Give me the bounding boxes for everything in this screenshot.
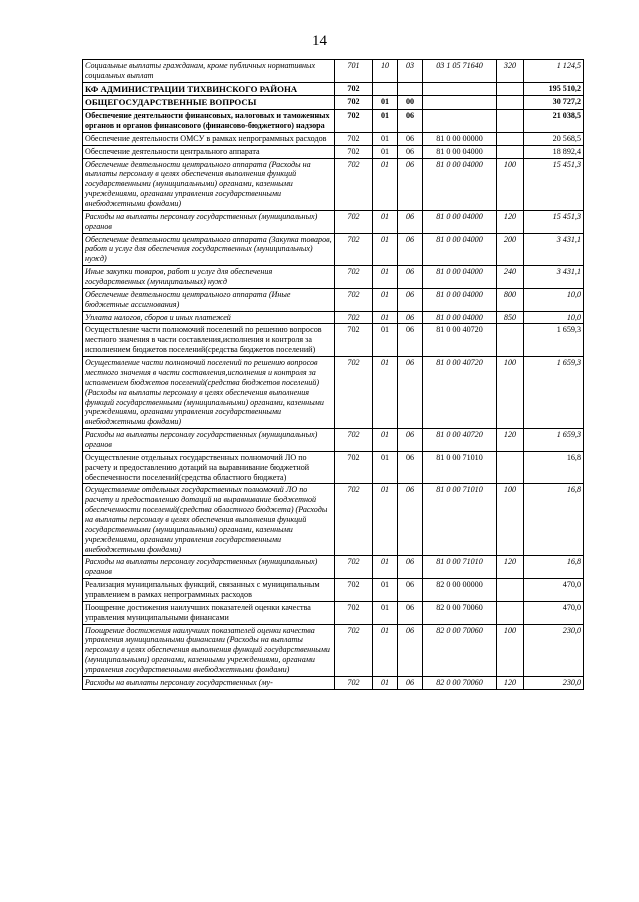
table-row [83, 158, 584, 210]
target-article-code-cell: 81 0 00 04000 [423, 288, 497, 311]
table-body [83, 60, 584, 690]
podrazdel-code-cell: 06 [398, 288, 423, 311]
table-row [83, 429, 584, 452]
expense-type-code-cell [497, 132, 524, 145]
vedomstvo-code-cell: 701 [335, 60, 373, 83]
expense-type-code-cell: 850 [497, 311, 524, 324]
vedomstvo-code-cell: 702 [335, 311, 373, 324]
amount-cell: 230,0 [524, 624, 584, 676]
row-name-cell: Расходы на выплаты персоналу государственных (муниципальных) органов [83, 429, 335, 452]
amount-cell: 10,0 [524, 311, 584, 324]
target-article-code-cell: 81 0 00 71010 [423, 556, 497, 579]
row-name-cell: Обеспечение деятельности центрального аппарата (Закупка товаров, работ и услуг для обеспечения государственных (муниципальных) нужд) [83, 233, 335, 266]
razdel-code-cell: 01 [373, 324, 398, 357]
razdel-code-cell: 01 [373, 110, 398, 133]
vedomstvo-code-cell: 702 [335, 556, 373, 579]
table-row [83, 132, 584, 145]
target-article-code-cell: 81 0 00 04000 [423, 311, 497, 324]
expense-type-code-cell: 240 [497, 266, 524, 289]
expense-type-code-cell: 100 [497, 158, 524, 210]
target-article-code-cell [423, 82, 497, 96]
podrazdel-code-cell: 06 [398, 266, 423, 289]
target-article-code-cell: 81 0 00 04000 [423, 145, 497, 158]
amount-cell: 16,8 [524, 484, 584, 556]
razdel-code-cell: 01 [373, 579, 398, 602]
vedomstvo-code-cell: 702 [335, 96, 373, 110]
razdel-code-cell: 01 [373, 357, 398, 429]
podrazdel-code-cell: 06 [398, 210, 423, 233]
vedomstvo-code-cell: 702 [335, 484, 373, 556]
vedomstvo-code-cell: 702 [335, 451, 373, 484]
table-row [83, 145, 584, 158]
amount-cell: 1 659,3 [524, 324, 584, 357]
vedomstvo-code-cell: 702 [335, 210, 373, 233]
expense-type-code-cell [497, 451, 524, 484]
razdel-code-cell: 01 [373, 601, 398, 624]
vedomstvo-code-cell: 702 [335, 132, 373, 145]
target-article-code-cell: 82 0 00 70060 [423, 624, 497, 676]
podrazdel-code-cell: 06 [398, 110, 423, 133]
row-name-cell: Обеспечение деятельности ОМСУ в рамках непрограммных расходов [83, 132, 335, 145]
row-name-cell: ОБЩЕГОСУДАРСТВЕННЫЕ ВОПРОСЫ [83, 96, 335, 110]
target-article-code-cell: 81 0 00 00000 [423, 132, 497, 145]
vedomstvo-code-cell: 702 [335, 145, 373, 158]
table-row [83, 60, 584, 83]
target-article-code-cell: 82 0 00 70060 [423, 601, 497, 624]
razdel-code-cell: 01 [373, 145, 398, 158]
expense-type-code-cell [497, 324, 524, 357]
podrazdel-code-cell: 06 [398, 429, 423, 452]
budget-table [82, 59, 584, 690]
table-row [83, 288, 584, 311]
row-name-cell: Осуществление части полномочий поселений по решению вопросов местного значения в части составления,исполнения и контроля за исполнением бюджетов поселений(средства бюджетов поселений) (Расходы на выплаты персоналу в целях обеспечения выполнения функций государственными (муниципальными) органами, казенными учреждениями, органами управления государственными внебюджетными фондами) [83, 357, 335, 429]
target-article-code-cell [423, 96, 497, 110]
page-number: 14 [312, 33, 327, 49]
expense-type-code-cell: 120 [497, 429, 524, 452]
row-name-cell: Обеспечение деятельности центрального аппарата [83, 145, 335, 158]
row-name-cell: Реализация муниципальных функций, связанных с муниципальным управлением в рамках непрограммных расходов [83, 579, 335, 602]
razdel-code-cell: 01 [373, 556, 398, 579]
expense-type-code-cell: 800 [497, 288, 524, 311]
podrazdel-code-cell: 06 [398, 676, 423, 689]
amount-cell: 21 038,5 [524, 110, 584, 133]
razdel-code-cell: 01 [373, 132, 398, 145]
target-article-code-cell: 03 1 05 71640 [423, 60, 497, 83]
expense-type-code-cell [497, 110, 524, 133]
target-article-code-cell: 81 0 00 40720 [423, 324, 497, 357]
podrazdel-code-cell: 06 [398, 556, 423, 579]
razdel-code-cell: 01 [373, 288, 398, 311]
podrazdel-code-cell: 06 [398, 324, 423, 357]
table-row [83, 82, 584, 96]
podrazdel-code-cell: 06 [398, 145, 423, 158]
podrazdel-code-cell: 06 [398, 451, 423, 484]
target-article-code-cell: 81 0 00 40720 [423, 429, 497, 452]
row-name-cell: Расходы на выплаты персоналу государственных (муниципальных) органов [83, 210, 335, 233]
amount-cell: 3 431,1 [524, 266, 584, 289]
amount-cell: 15 451,3 [524, 210, 584, 233]
podrazdel-code-cell: 06 [398, 357, 423, 429]
target-article-code-cell [423, 110, 497, 133]
amount-cell: 3 431,1 [524, 233, 584, 266]
razdel-code-cell: 01 [373, 158, 398, 210]
vedomstvo-code-cell: 702 [335, 676, 373, 689]
target-article-code-cell: 81 0 00 04000 [423, 210, 497, 233]
vedomstvo-code-cell: 702 [335, 624, 373, 676]
podrazdel-code-cell: 06 [398, 601, 423, 624]
table-row [83, 110, 584, 133]
razdel-code-cell [373, 82, 398, 96]
vedomstvo-code-cell: 702 [335, 82, 373, 96]
expense-type-code-cell [497, 579, 524, 602]
target-article-code-cell: 81 0 00 04000 [423, 266, 497, 289]
expense-type-code-cell: 120 [497, 676, 524, 689]
table-row [83, 556, 584, 579]
podrazdel-code-cell: 06 [398, 579, 423, 602]
table-row [83, 311, 584, 324]
target-article-code-cell: 81 0 00 71010 [423, 484, 497, 556]
razdel-code-cell: 01 [373, 96, 398, 110]
table-row [83, 266, 584, 289]
razdel-code-cell: 10 [373, 60, 398, 83]
row-name-cell: Социальные выплаты гражданам, кроме публичных нормативных социальных выплат [83, 60, 335, 83]
expense-type-code-cell: 100 [497, 484, 524, 556]
amount-cell: 1 124,5 [524, 60, 584, 83]
table-row [83, 324, 584, 357]
vedomstvo-code-cell: 702 [335, 288, 373, 311]
amount-cell: 10,0 [524, 288, 584, 311]
podrazdel-code-cell: 06 [398, 484, 423, 556]
table-row [83, 210, 584, 233]
target-article-code-cell: 82 0 00 00000 [423, 579, 497, 602]
amount-cell: 230,0 [524, 676, 584, 689]
podrazdel-code-cell [398, 82, 423, 96]
podrazdel-code-cell: 06 [398, 158, 423, 210]
vedomstvo-code-cell: 702 [335, 110, 373, 133]
table-row [83, 233, 584, 266]
razdel-code-cell: 01 [373, 210, 398, 233]
row-name-cell: Обеспечение деятельности центрального аппарата (Иные бюджетные ассигнования) [83, 288, 335, 311]
amount-cell: 470,0 [524, 601, 584, 624]
podrazdel-code-cell: 06 [398, 233, 423, 266]
expense-type-code-cell: 200 [497, 233, 524, 266]
amount-cell: 20 568,5 [524, 132, 584, 145]
row-name-cell: Расходы на выплаты персоналу государственных (муниципальных) органов [83, 556, 335, 579]
row-name-cell: Осуществление отдельных государственных полномочий ЛО по расчету и предоставлению дотаций на выравнивание бюджетной обеспеченности поселений(средства областного бюджета) [83, 451, 335, 484]
amount-cell: 195 510,2 [524, 82, 584, 96]
amount-cell: 1 659,3 [524, 429, 584, 452]
expense-type-code-cell [497, 96, 524, 110]
expense-type-code-cell: 320 [497, 60, 524, 83]
expense-type-code-cell: 100 [497, 357, 524, 429]
podrazdel-code-cell: 03 [398, 60, 423, 83]
row-name-cell: Осуществление отдельных государственных полномочий ЛО по расчету и предоставлению дотаций на выравнивание бюджетной обеспеченности поселений(средства областного бюджета) (Расходы на выплаты персоналу в целях обеспечения выполнения функций государственными (муниципальными) органами, казенными учреждениями, органами управления государственными внебюджетными фондами) [83, 484, 335, 556]
row-name-cell: Уплата налогов, сборов и иных платежей [83, 311, 335, 324]
table-row [83, 601, 584, 624]
table-row [83, 579, 584, 602]
vedomstvo-code-cell: 702 [335, 429, 373, 452]
podrazdel-code-cell: 06 [398, 311, 423, 324]
expense-type-code-cell [497, 145, 524, 158]
row-name-cell: КФ АДМИНИСТРАЦИИ ТИХВИНСКОГО РАЙОНА [83, 82, 335, 96]
podrazdel-code-cell: 06 [398, 132, 423, 145]
row-name-cell: Осуществление части полномочий поселений по решению вопросов местного значения в части составления,исполнения и контроля за исполнением бюджетов поселений(средства бюджетов поселений) [83, 324, 335, 357]
target-article-code-cell: 81 0 00 04000 [423, 233, 497, 266]
expense-type-code-cell [497, 82, 524, 96]
row-name-cell: Обеспечение деятельности финансовых, налоговых и таможенных органов и органов финансового (финансово-бюджетного) надзора [83, 110, 335, 133]
row-name-cell: Расходы на выплаты персоналу государственных (му- [83, 676, 335, 689]
vedomstvo-code-cell: 702 [335, 158, 373, 210]
row-name-cell: Иные закупки товаров, работ и услуг для обеспечения государственных (муниципальных) нужд [83, 266, 335, 289]
target-article-code-cell: 81 0 00 71010 [423, 451, 497, 484]
vedomstvo-code-cell: 702 [335, 579, 373, 602]
expense-type-code-cell: 100 [497, 624, 524, 676]
vedomstvo-code-cell: 702 [335, 601, 373, 624]
razdel-code-cell: 01 [373, 266, 398, 289]
amount-cell: 1 659,3 [524, 357, 584, 429]
table-row [83, 357, 584, 429]
amount-cell: 30 727,2 [524, 96, 584, 110]
expense-type-code-cell [497, 601, 524, 624]
table-row [83, 676, 584, 689]
table-row [83, 484, 584, 556]
razdel-code-cell: 01 [373, 451, 398, 484]
amount-cell: 16,8 [524, 451, 584, 484]
table-row [83, 624, 584, 676]
row-name-cell: Поощрение достижения наилучших показателей оценки качества управления муниципальными финансами (Расходы на выплаты персоналу в целях обеспечения выполнения функций государственными (муниципальными) органами, казенными учреждениями, органами управления государственными внебюджетными фондами) [83, 624, 335, 676]
podrazdel-code-cell: 06 [398, 624, 423, 676]
target-article-code-cell: 81 0 00 04000 [423, 158, 497, 210]
vedomstvo-code-cell: 702 [335, 266, 373, 289]
amount-cell: 18 892,4 [524, 145, 584, 158]
podrazdel-code-cell: 00 [398, 96, 423, 110]
razdel-code-cell: 01 [373, 311, 398, 324]
row-name-cell: Обеспечение деятельности центрального аппарата (Расходы на выплаты персоналу в целях обеспечения выполнения функций государственными (муниципальными) органами, казенными учреждениями, органами управления государственными внебюджетными фондами) [83, 158, 335, 210]
row-name-cell: Поощрение достижения наилучших показателей оценки качества управления муниципальными финансами [83, 601, 335, 624]
expense-type-code-cell: 120 [497, 210, 524, 233]
vedomstvo-code-cell: 702 [335, 357, 373, 429]
razdel-code-cell: 01 [373, 624, 398, 676]
table-row [83, 451, 584, 484]
target-article-code-cell: 82 0 00 70060 [423, 676, 497, 689]
table-row [83, 96, 584, 110]
amount-cell: 16,8 [524, 556, 584, 579]
razdel-code-cell: 01 [373, 484, 398, 556]
expense-type-code-cell: 120 [497, 556, 524, 579]
razdel-code-cell: 01 [373, 429, 398, 452]
amount-cell: 15 451,3 [524, 158, 584, 210]
razdel-code-cell: 01 [373, 676, 398, 689]
vedomstvo-code-cell: 702 [335, 233, 373, 266]
amount-cell: 470,0 [524, 579, 584, 602]
vedomstvo-code-cell: 702 [335, 324, 373, 357]
target-article-code-cell: 81 0 00 40720 [423, 357, 497, 429]
razdel-code-cell: 01 [373, 233, 398, 266]
